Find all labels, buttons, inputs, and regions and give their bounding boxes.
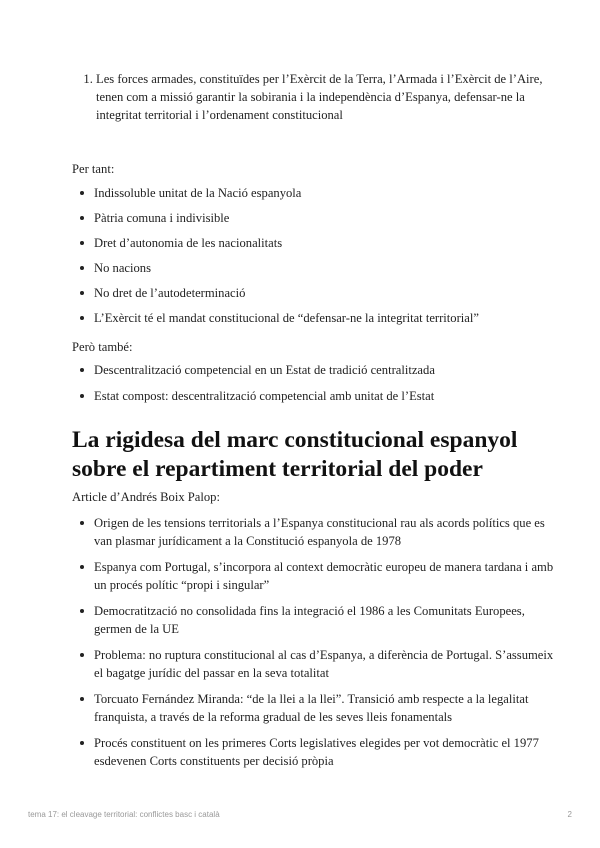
per-tant-list (72, 184, 564, 327)
page-number: 2 (567, 810, 572, 819)
list-item: Problema: no ruptura constitucional al cas d’Espanya, a diferència de Portugal. S’assumeix el bagatge jurídic del passar en la seva totalitat (94, 646, 564, 682)
list-item: Descentralització competencial en un Estat de tradició centralitzada (94, 361, 564, 379)
footer-title: tema 17: el cleavage territorial: conflictes basc i català (28, 810, 220, 819)
list-item: No dret de l’autodeterminació (94, 284, 564, 302)
numbered-item-1: 1. Les forces armades, constituïdes per l’Exèrcit de la Terra, l’Armada i l’Exèrcit de l’Aire, tenen com a missió garantir la sobirania i la independència d’Espanya, defensar-ne la integritat territorial i l’ordenament constitucional (96, 70, 566, 124)
list-item: Espanya com Portugal, s’incorpora al context democràtic europeu de manera tardana i amb un procés polític “propi i singular” (94, 558, 564, 594)
section-heading: La rigidesa del marc constitucional espanyol sobre el repartiment territorial del poder (72, 427, 518, 482)
list-item: Indissoluble unitat de la Nació espanyola (94, 184, 564, 202)
list-item: Dret d’autonomia de les nacionalitats (94, 234, 564, 252)
list-item: Procés constituent on les primeres Corts legislatives elegides per vot democràtic el 1977 esdevenen Corts constituents per decisió pròpia (94, 734, 564, 770)
list-item: L’Exèrcit té el mandat constitucional de “defensar-ne la integritat territorial” (94, 309, 564, 327)
list-item: Democratització no consolidada fins la integració el 1986 a les Comunitats Europees, germen de la UE (94, 602, 564, 638)
list-item: Origen de les tensions territorials a l’Espanya constitucional rau als acords polítics que es van plasmar jurídicament a la Constitució espanyola de 1978 (94, 514, 564, 550)
pero-tambe-list (72, 361, 564, 405)
article-intro: Article d’Andrés Boix Palop: (72, 490, 220, 504)
pero-tambe-label: Però també: (72, 340, 133, 354)
numbered-list (72, 70, 566, 124)
list-item: Estat compost: descentralització competencial amb unitat de l’Estat (94, 387, 564, 405)
article-list (72, 514, 564, 770)
list-item: Pàtria comuna i indivisible (94, 209, 564, 227)
list-item: No nacions (94, 259, 564, 277)
per-tant-label: Per tant: (72, 162, 115, 176)
list-item: Torcuato Fernández Miranda: “de la llei a la llei”. Transició amb respecte a la legalitat franquista, a través de la reforma gradual de les seves lleis fonamentals (94, 690, 564, 726)
